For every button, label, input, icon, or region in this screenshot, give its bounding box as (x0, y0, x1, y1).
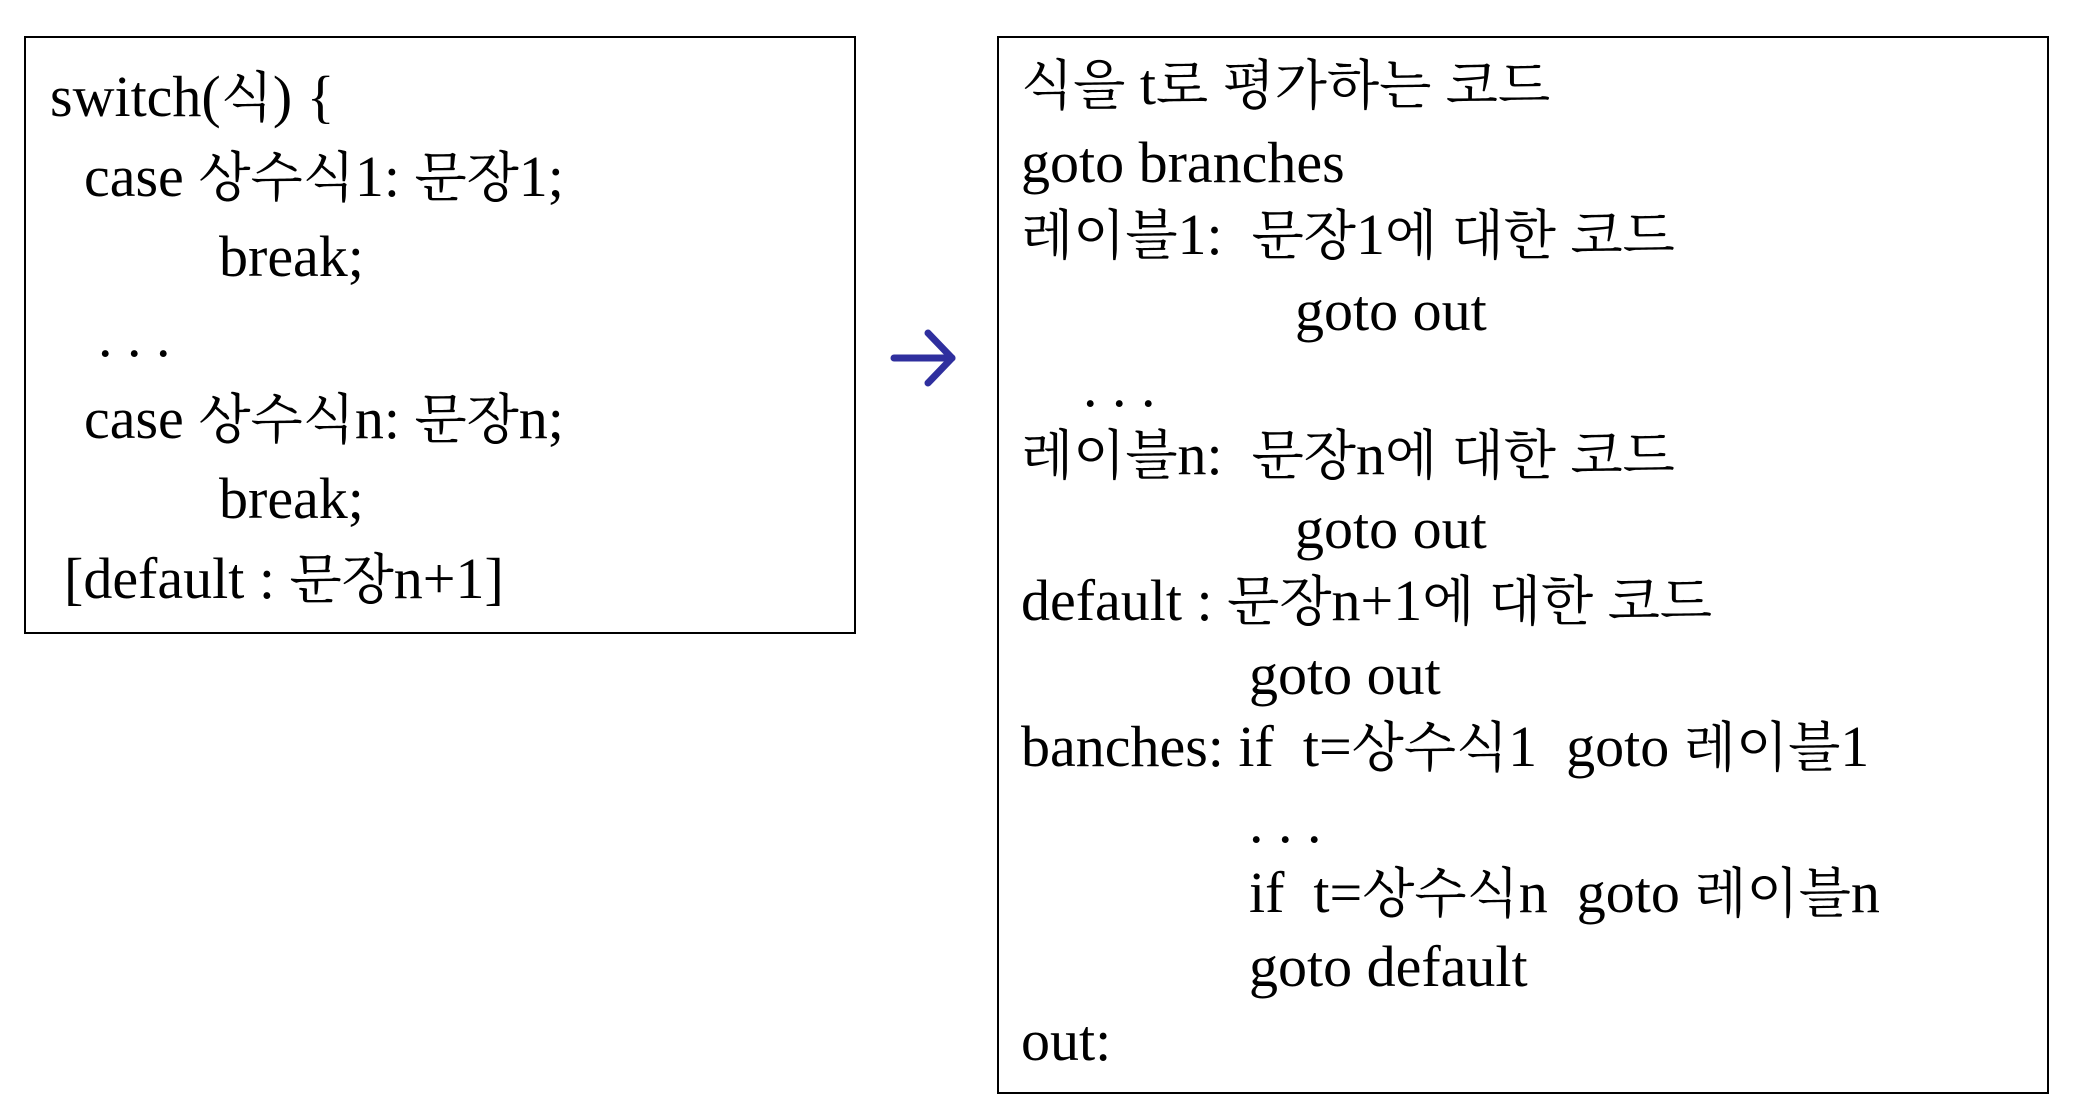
translated-line-if-n: if t=상수식n goto 레이블n (1249, 860, 1880, 925)
translated-code-box (997, 36, 2049, 1094)
translated-line-label-n: 레이블n: 문장n에 대한 코드 (1021, 422, 1675, 487)
switch-source-box (24, 36, 856, 634)
translated-line-eval: 식을 t로 평가하는 코드 (1021, 52, 1551, 117)
source-line-break-n: break; (219, 466, 364, 531)
source-line-break-1: break; (219, 224, 364, 289)
translated-line-default: default : 문장n+1에 대한 코드 (1021, 568, 1713, 633)
arrow-right-icon (890, 323, 960, 393)
source-line-case-1: case 상수식1: 문장1; (84, 144, 564, 209)
translated-line-goto-branches: goto branches (1021, 130, 1345, 195)
translated-line-goto-default: goto default (1249, 934, 1528, 999)
source-line-default: [default : 문장n+1] (64, 546, 504, 611)
translated-line-branches-if-1: banches: if t=상수식1 goto 레이블1 (1021, 714, 1870, 779)
translated-line-ellipsis-1: . . . (1083, 354, 1156, 419)
translated-line-out: out: (1021, 1008, 1112, 1073)
translated-line-label-1: 레이블1: 문장1에 대한 코드 (1021, 202, 1675, 267)
translated-line-ellipsis-2: . . . (1249, 790, 1322, 855)
source-line-case-n: case 상수식n: 문장n; (84, 386, 564, 451)
translated-line-goto-out-default: goto out (1249, 642, 1441, 707)
translated-line-goto-out-n: goto out (1295, 496, 1487, 561)
source-line-ellipsis: . . . (98, 304, 171, 369)
translated-line-goto-out-1: goto out (1295, 278, 1487, 343)
source-line-switch: switch(식) { (50, 64, 335, 129)
arrow-shape (894, 333, 952, 383)
